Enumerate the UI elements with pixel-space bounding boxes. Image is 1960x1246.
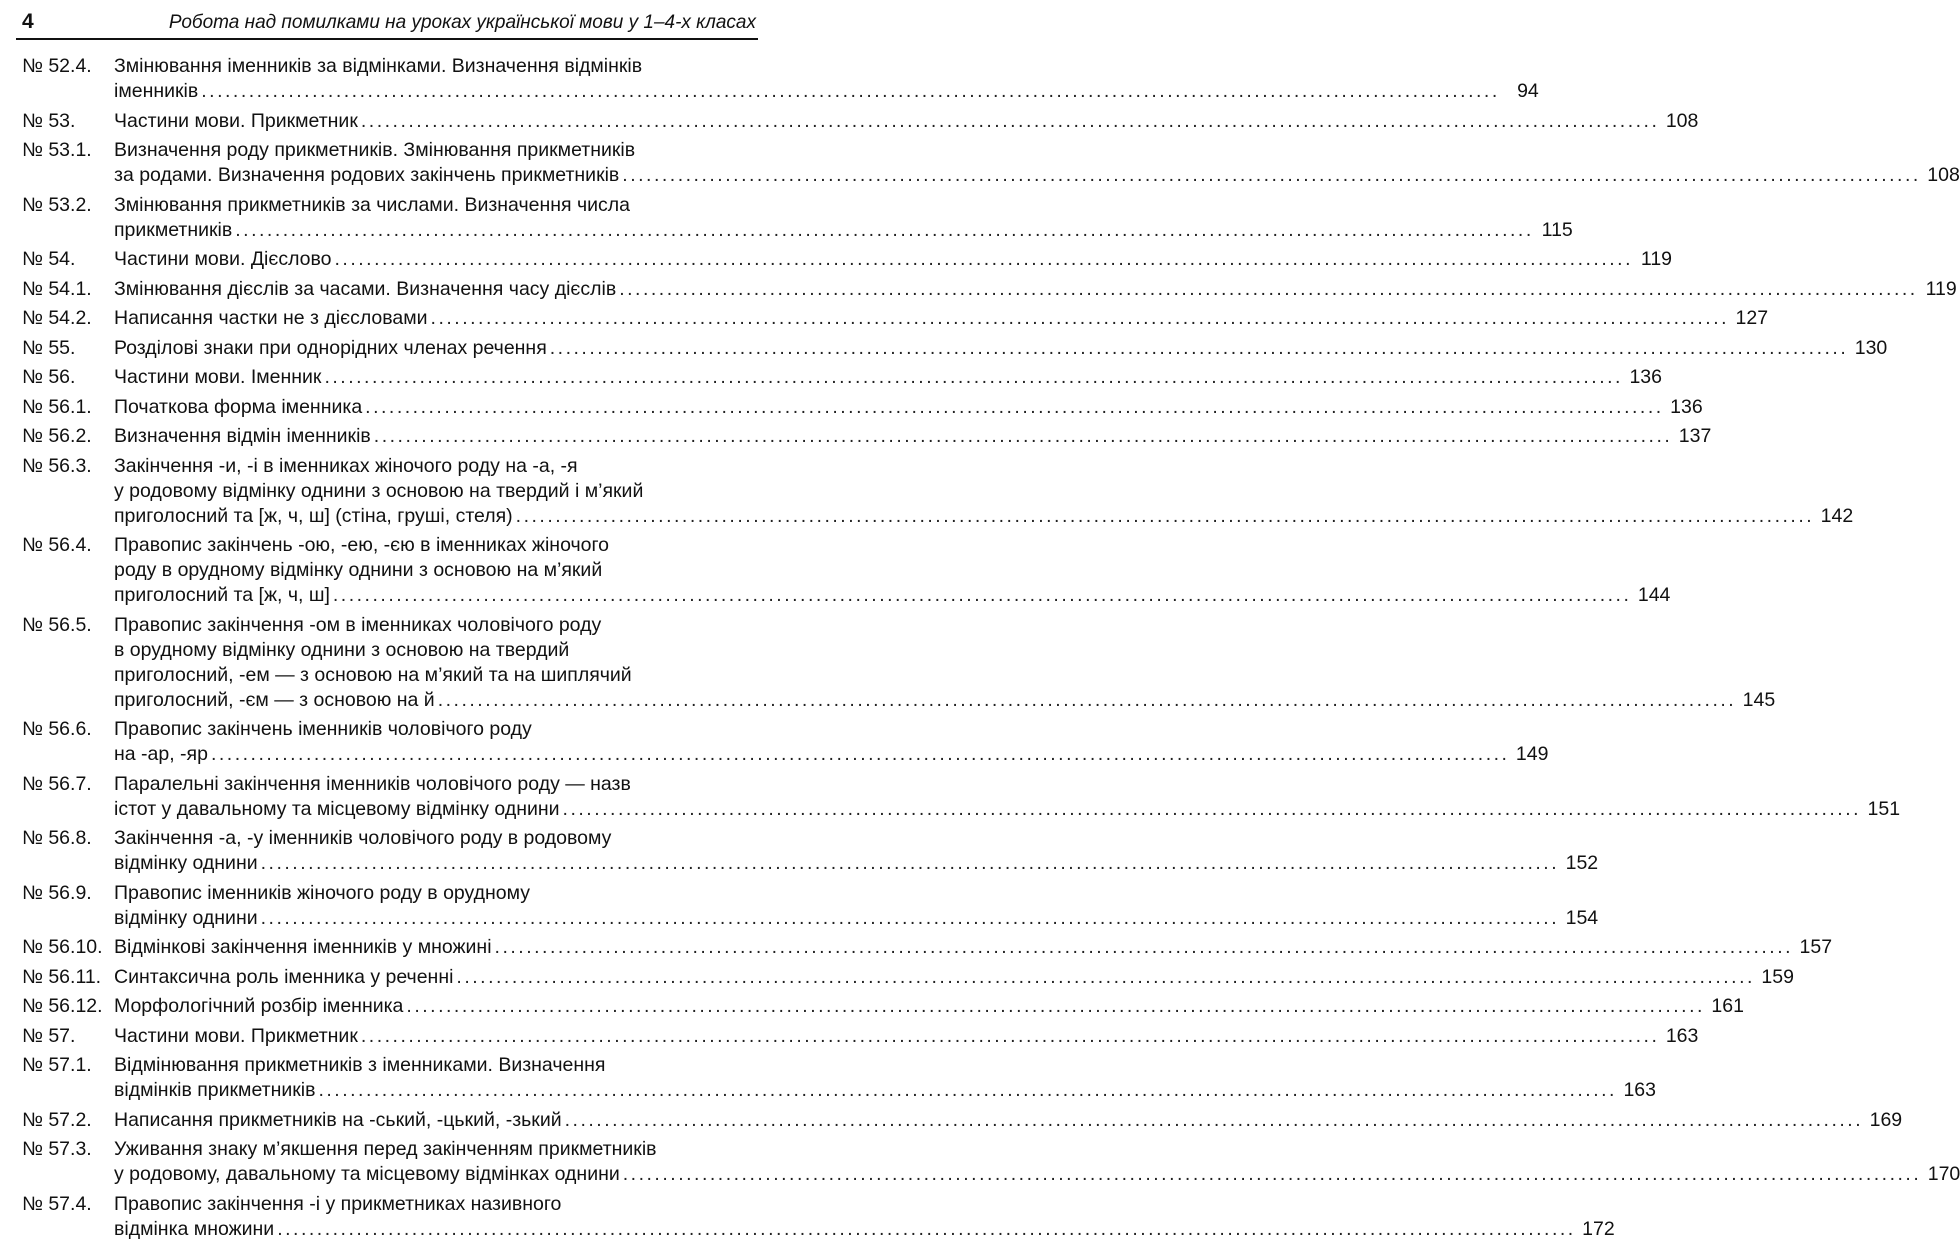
toc-entry-title [114, 772, 1900, 822]
toc-entry-line: Частини мови. Дієслово [114, 248, 332, 270]
toc-entry-title [114, 247, 1672, 272]
toc-entry-number: № 54.1. [22, 277, 92, 300]
toc-entry-number: № 56.8. [22, 827, 92, 849]
toc-entry-title [114, 533, 1670, 608]
toc-entry-line: відмінка множини [114, 1217, 275, 1240]
table-of-contents [22, 54, 1960, 1246]
toc-entry [22, 336, 1888, 361]
toc-entry-last-line [114, 1217, 1615, 1242]
toc-entry-line: у родовому, давальному та місцевому відмінках однини [114, 1163, 620, 1185]
toc-entry [22, 1108, 1903, 1133]
toc-entry-number: № 56.3. [22, 454, 92, 477]
toc-entry [22, 395, 1703, 420]
toc-entry-title [114, 826, 1598, 876]
toc-entry-number: № 57.1. [22, 1054, 92, 1076]
toc-entry [22, 424, 1712, 449]
toc-entry-line: в орудному відмінку однини з основою на твердий [114, 638, 570, 661]
toc-entry-last-line [114, 163, 1960, 188]
toc-entry-number: № 55. [22, 336, 76, 359]
toc-entry-page: 145 [1742, 688, 1776, 711]
toc-entry-page: 94 [1517, 80, 1539, 102]
toc-entry [22, 247, 1673, 272]
toc-entry [22, 772, 1901, 822]
toc-entry-page: 154 [1565, 906, 1599, 929]
toc-entry-title [114, 277, 1957, 302]
toc-entry-number: № 56.2. [22, 425, 92, 447]
toc-entry-page: 172 [1582, 1217, 1615, 1240]
toc-entry-page: 142 [1820, 504, 1854, 527]
toc-entry-page: 115 [1541, 218, 1573, 241]
dot-leader: .................................................................................................................................................................... [549, 336, 1849, 359]
toc-entry-last-line [114, 1078, 1656, 1103]
toc-entry-title [114, 717, 1548, 767]
toc-entry-title [114, 881, 1598, 931]
page-number: 4 [22, 10, 34, 33]
toc-entry-title [114, 965, 1794, 990]
toc-entry-page: 108 [1665, 109, 1699, 132]
toc-entry-line: прикметників [114, 218, 233, 241]
toc-entry [22, 935, 1833, 960]
toc-entry-line: Паралельні закінчення іменників чоловічого роду — назв [114, 772, 631, 795]
toc-entry-last-line [114, 688, 1775, 713]
toc-entry-line: Відмінювання прикметників з іменниками. Визначення [114, 1054, 606, 1076]
dot-leader: .................................................................................................................................................................... [210, 743, 1510, 765]
toc-entry-line: Початкова форма іменника [114, 395, 363, 418]
dot-leader: .................................................................................................................................................................... [622, 1163, 1922, 1185]
toc-entry-page: 163 [1665, 1024, 1699, 1047]
toc-entry-title [114, 1053, 1656, 1103]
toc-entry [22, 138, 1960, 188]
toc-entry-line: Уживання знаку м’якшення перед закінченням прикметників [114, 1138, 657, 1160]
toc-entry-number: № 56.7. [22, 772, 92, 795]
toc-entry-last-line [114, 247, 1672, 272]
toc-entry-title [114, 109, 1698, 134]
toc-entry-title [114, 994, 1744, 1019]
toc-entry-line: істот у давальному та місцевому відмінку однини [114, 797, 560, 820]
toc-entry-page: 170 [1927, 1163, 1960, 1185]
toc-entry-line: Морфологічний розбір іменника [114, 995, 404, 1017]
toc-entry-page: 108 [1927, 164, 1960, 186]
dot-leader: .................................................................................................................................................................... [277, 1217, 1576, 1240]
toc-entry-page: 119 [1925, 277, 1957, 300]
dot-leader: .................................................................................................................................................................... [562, 797, 1862, 820]
dot-leader: .................................................................................................................................................................... [515, 504, 1815, 527]
dot-leader: .................................................................................................................................................................... [406, 995, 1705, 1017]
toc-entry-last-line [114, 336, 1887, 361]
dot-leader: .................................................................................................................................................................... [365, 395, 1664, 418]
toc-entry-line: Частини мови. Прикметник [114, 1024, 358, 1047]
toc-entry-last-line [114, 906, 1598, 931]
toc-entry-last-line [114, 583, 1670, 608]
toc-entry-line: Частини мови. Прикметник [114, 109, 358, 132]
toc-entry-number: № 54.2. [22, 307, 92, 329]
toc-entry-last-line [114, 424, 1711, 449]
toc-entry-title [114, 613, 1775, 713]
toc-entry-page: 137 [1678, 425, 1712, 447]
toc-entry-page: 152 [1565, 852, 1599, 874]
dot-leader: .................................................................................................................................................................... [324, 366, 1623, 388]
toc-entry-title [114, 454, 1853, 529]
toc-entry [22, 277, 1957, 302]
toc-entry-page: 130 [1854, 336, 1888, 359]
toc-entry-number: № 57.4. [22, 1192, 92, 1215]
toc-entry-title [114, 1137, 1960, 1187]
toc-entry-number: № 57.3. [22, 1138, 92, 1160]
toc-entry-last-line [114, 109, 1698, 134]
toc-entry-page: 144 [1637, 584, 1671, 606]
toc-entry-number: № 56.11. [22, 965, 102, 988]
toc-entry-page: 127 [1735, 307, 1769, 329]
toc-entry-line: Змінювання дієслів за часами. Визначення часу дієслів [114, 277, 617, 300]
dot-leader: .................................................................................................................................................................... [430, 307, 1730, 329]
toc-entry [22, 1024, 1699, 1049]
toc-entry-title [114, 138, 1960, 188]
dot-leader: .................................................................................................................................................................... [332, 584, 1632, 606]
toc-entry [22, 193, 1573, 243]
toc-entry-line: Розділові знаки при однорідних членах речення [114, 336, 547, 359]
toc-entry-last-line [114, 935, 1832, 960]
toc-entry-last-line [114, 1108, 1902, 1133]
toc-entry-number: № 54. [22, 248, 76, 270]
dot-leader: .................................................................................................................................................................... [260, 906, 1560, 929]
toc-entry [22, 613, 1776, 713]
dot-leader: .................................................................................................................................................................... [235, 218, 1534, 241]
toc-entry-title [114, 54, 1539, 104]
toc-entry-line: Правопис закінчень -ою, -ею, -єю в іменниках жіночого [114, 534, 610, 556]
toc-entry [22, 54, 1539, 104]
toc-entry-number: № 57. [22, 1024, 76, 1047]
toc-entry-line: відмінків прикметників [114, 1079, 316, 1101]
toc-entry-line: на -ар, -яр [114, 743, 208, 765]
toc-entry-title [114, 1108, 1902, 1133]
toc-entry-number: № 57.2. [22, 1108, 92, 1131]
toc-entry-page: 163 [1623, 1079, 1656, 1101]
toc-entry-line: іменників [114, 80, 199, 102]
toc-entry-title [114, 424, 1711, 449]
toc-entry-number: № 56.1. [22, 395, 92, 418]
toc-entry-page: 119 [1640, 248, 1673, 270]
toc-entry-line: роду в орудному відмінку однини з основою на м’який [114, 559, 603, 581]
toc-entry [22, 306, 1769, 331]
toc-entry-number: № 56.12. [22, 995, 103, 1017]
toc-entry-last-line [114, 306, 1768, 331]
toc-entry [22, 826, 1599, 876]
toc-entry-line: Визначення відмін іменників [114, 425, 371, 447]
toc-entry-title [114, 1024, 1698, 1049]
toc-entry-line: Написання прикметників на -ський, -цький, -зький [114, 1108, 562, 1131]
toc-entry [22, 454, 1854, 529]
dot-leader: .................................................................................................................................................................... [622, 164, 1921, 186]
toc-entry-line: Правопис закінчення -ом в іменниках чоловічого роду [114, 613, 602, 636]
toc-entry-number: № 53.2. [22, 193, 92, 216]
toc-entry-last-line [114, 1162, 1960, 1187]
toc-entry-last-line [114, 504, 1853, 529]
dot-leader: .................................................................................................................................................................... [494, 936, 1794, 958]
toc-entry-line: приголосний, -єм — з основою на й [114, 688, 435, 711]
toc-entry [22, 109, 1699, 134]
dot-leader: .................................................................................................................................................................... [201, 80, 1500, 102]
toc-entry-number: № 56. [22, 366, 76, 388]
toc-entry [22, 1192, 1615, 1242]
toc-entry-page: 161 [1711, 995, 1744, 1017]
toc-entry-line: Правопис іменників жіночого роду в орудному [114, 881, 531, 904]
page-header [16, 8, 758, 40]
toc-entry-title [114, 935, 1832, 960]
toc-entry-line: Визначення роду прикметників. Змінювання прикметників [114, 139, 636, 161]
toc-entry-last-line [114, 851, 1598, 876]
toc-entry-line: Синтаксична роль іменника у реченні [114, 965, 454, 988]
toc-entry-number: № 53. [22, 109, 76, 132]
toc-entry-page: 157 [1799, 936, 1833, 958]
dot-leader: .................................................................................................................................................................... [260, 852, 1560, 874]
toc-entry-line: приголосний, -ем — з основою на м’який та на шиплячий [114, 663, 632, 686]
toc-entry-number: № 56.6. [22, 718, 92, 740]
toc-entry-line: Написання частки не з дієсловами [114, 307, 428, 329]
toc-entry-line: Правопис закінчень іменників чоловічого роду [114, 718, 532, 740]
toc-entry-number: № 56.9. [22, 881, 92, 904]
dot-leader: .................................................................................................................................................................... [360, 109, 1660, 132]
dot-leader: .................................................................................................................................................................... [318, 1079, 1617, 1101]
dot-leader: .................................................................................................................................................................... [564, 1108, 1864, 1131]
toc-entry-title [114, 395, 1703, 420]
toc-entry [22, 533, 1671, 608]
toc-entry-last-line [114, 277, 1957, 302]
toc-entry-line: Закінчення -и, -і в іменниках жіночого роду на -а, -я [114, 454, 578, 477]
dot-leader: .................................................................................................................................................................... [334, 248, 1634, 270]
toc-entry-last-line [114, 797, 1900, 822]
toc-entry-page: 149 [1515, 743, 1549, 765]
toc-entry [22, 717, 1549, 767]
toc-entry-title [114, 336, 1887, 361]
toc-entry-line: Змінювання прикметників за числами. Визначення числа [114, 193, 631, 216]
toc-entry-line: приголосний та [ж, ч, ш] [114, 584, 330, 606]
toc-entry [22, 1053, 1656, 1103]
toc-entry-line: відмінку однини [114, 852, 258, 874]
dot-leader: .................................................................................................................................................................... [373, 425, 1673, 447]
toc-entry-line: Закінчення -а, -у іменників чоловічого роду в родовому [114, 827, 612, 849]
toc-entry-line: за родами. Визначення родових закінчень прикметників [114, 164, 620, 186]
toc-entry-line: Відмінкові закінчення іменників у множині [114, 936, 492, 958]
toc-entry-line: Частини мови. Іменник [114, 366, 322, 388]
dot-leader: .................................................................................................................................................................... [456, 965, 1755, 988]
toc-entry-last-line [114, 1024, 1698, 1049]
toc-entry [22, 881, 1599, 931]
toc-entry-number: № 56.5. [22, 613, 92, 636]
toc-entry-last-line [114, 218, 1573, 243]
toc-entry-last-line [114, 395, 1703, 420]
toc-entry-number: № 52.4. [22, 55, 92, 77]
toc-entry-last-line [114, 742, 1548, 767]
toc-entry-last-line [114, 365, 1662, 390]
dot-leader: .................................................................................................................................................................... [619, 277, 1918, 300]
toc-entry-number: № 53.1. [22, 139, 92, 161]
running-title: Робота над помилками на уроках української мови у 1–4-х класах [168, 12, 756, 33]
dot-leader: .................................................................................................................................................................... [437, 688, 1737, 711]
toc-entry-page: 159 [1761, 965, 1794, 988]
toc-entry-page: 136 [1629, 366, 1662, 388]
toc-entry [22, 1137, 1960, 1187]
toc-entry-number: № 56.4. [22, 534, 92, 556]
toc-entry-line: приголосний та [ж, ч, ш] (стіна, груші, стеля) [114, 504, 513, 527]
toc-entry-page: 151 [1867, 797, 1901, 820]
toc-entry-last-line [114, 79, 1539, 104]
toc-entry-title [114, 365, 1662, 390]
toc-entry-line: Змінювання іменників за відмінками. Визначення відмінків [114, 55, 643, 77]
toc-entry-line: Правопис закінчення -і у прикметниках називного [114, 1192, 562, 1215]
dot-leader: .................................................................................................................................................................... [360, 1024, 1660, 1047]
toc-entry-title [114, 1192, 1615, 1242]
toc-entry [22, 994, 1744, 1019]
toc-entry-title [114, 306, 1768, 331]
toc-entry-last-line [114, 965, 1794, 990]
toc-entry-page: 136 [1670, 395, 1703, 418]
toc-entry [22, 365, 1662, 390]
toc-entry-line: відмінку однини [114, 906, 258, 929]
toc-entry-title [114, 193, 1573, 243]
toc-entry-number: № 56.10. [22, 936, 103, 958]
toc-entry-last-line [114, 994, 1744, 1019]
toc-entry-page: 169 [1869, 1108, 1903, 1131]
toc-entry-line: у родовому відмінку однини з основою на твердий і м’який [114, 479, 644, 502]
toc-entry [22, 965, 1794, 990]
